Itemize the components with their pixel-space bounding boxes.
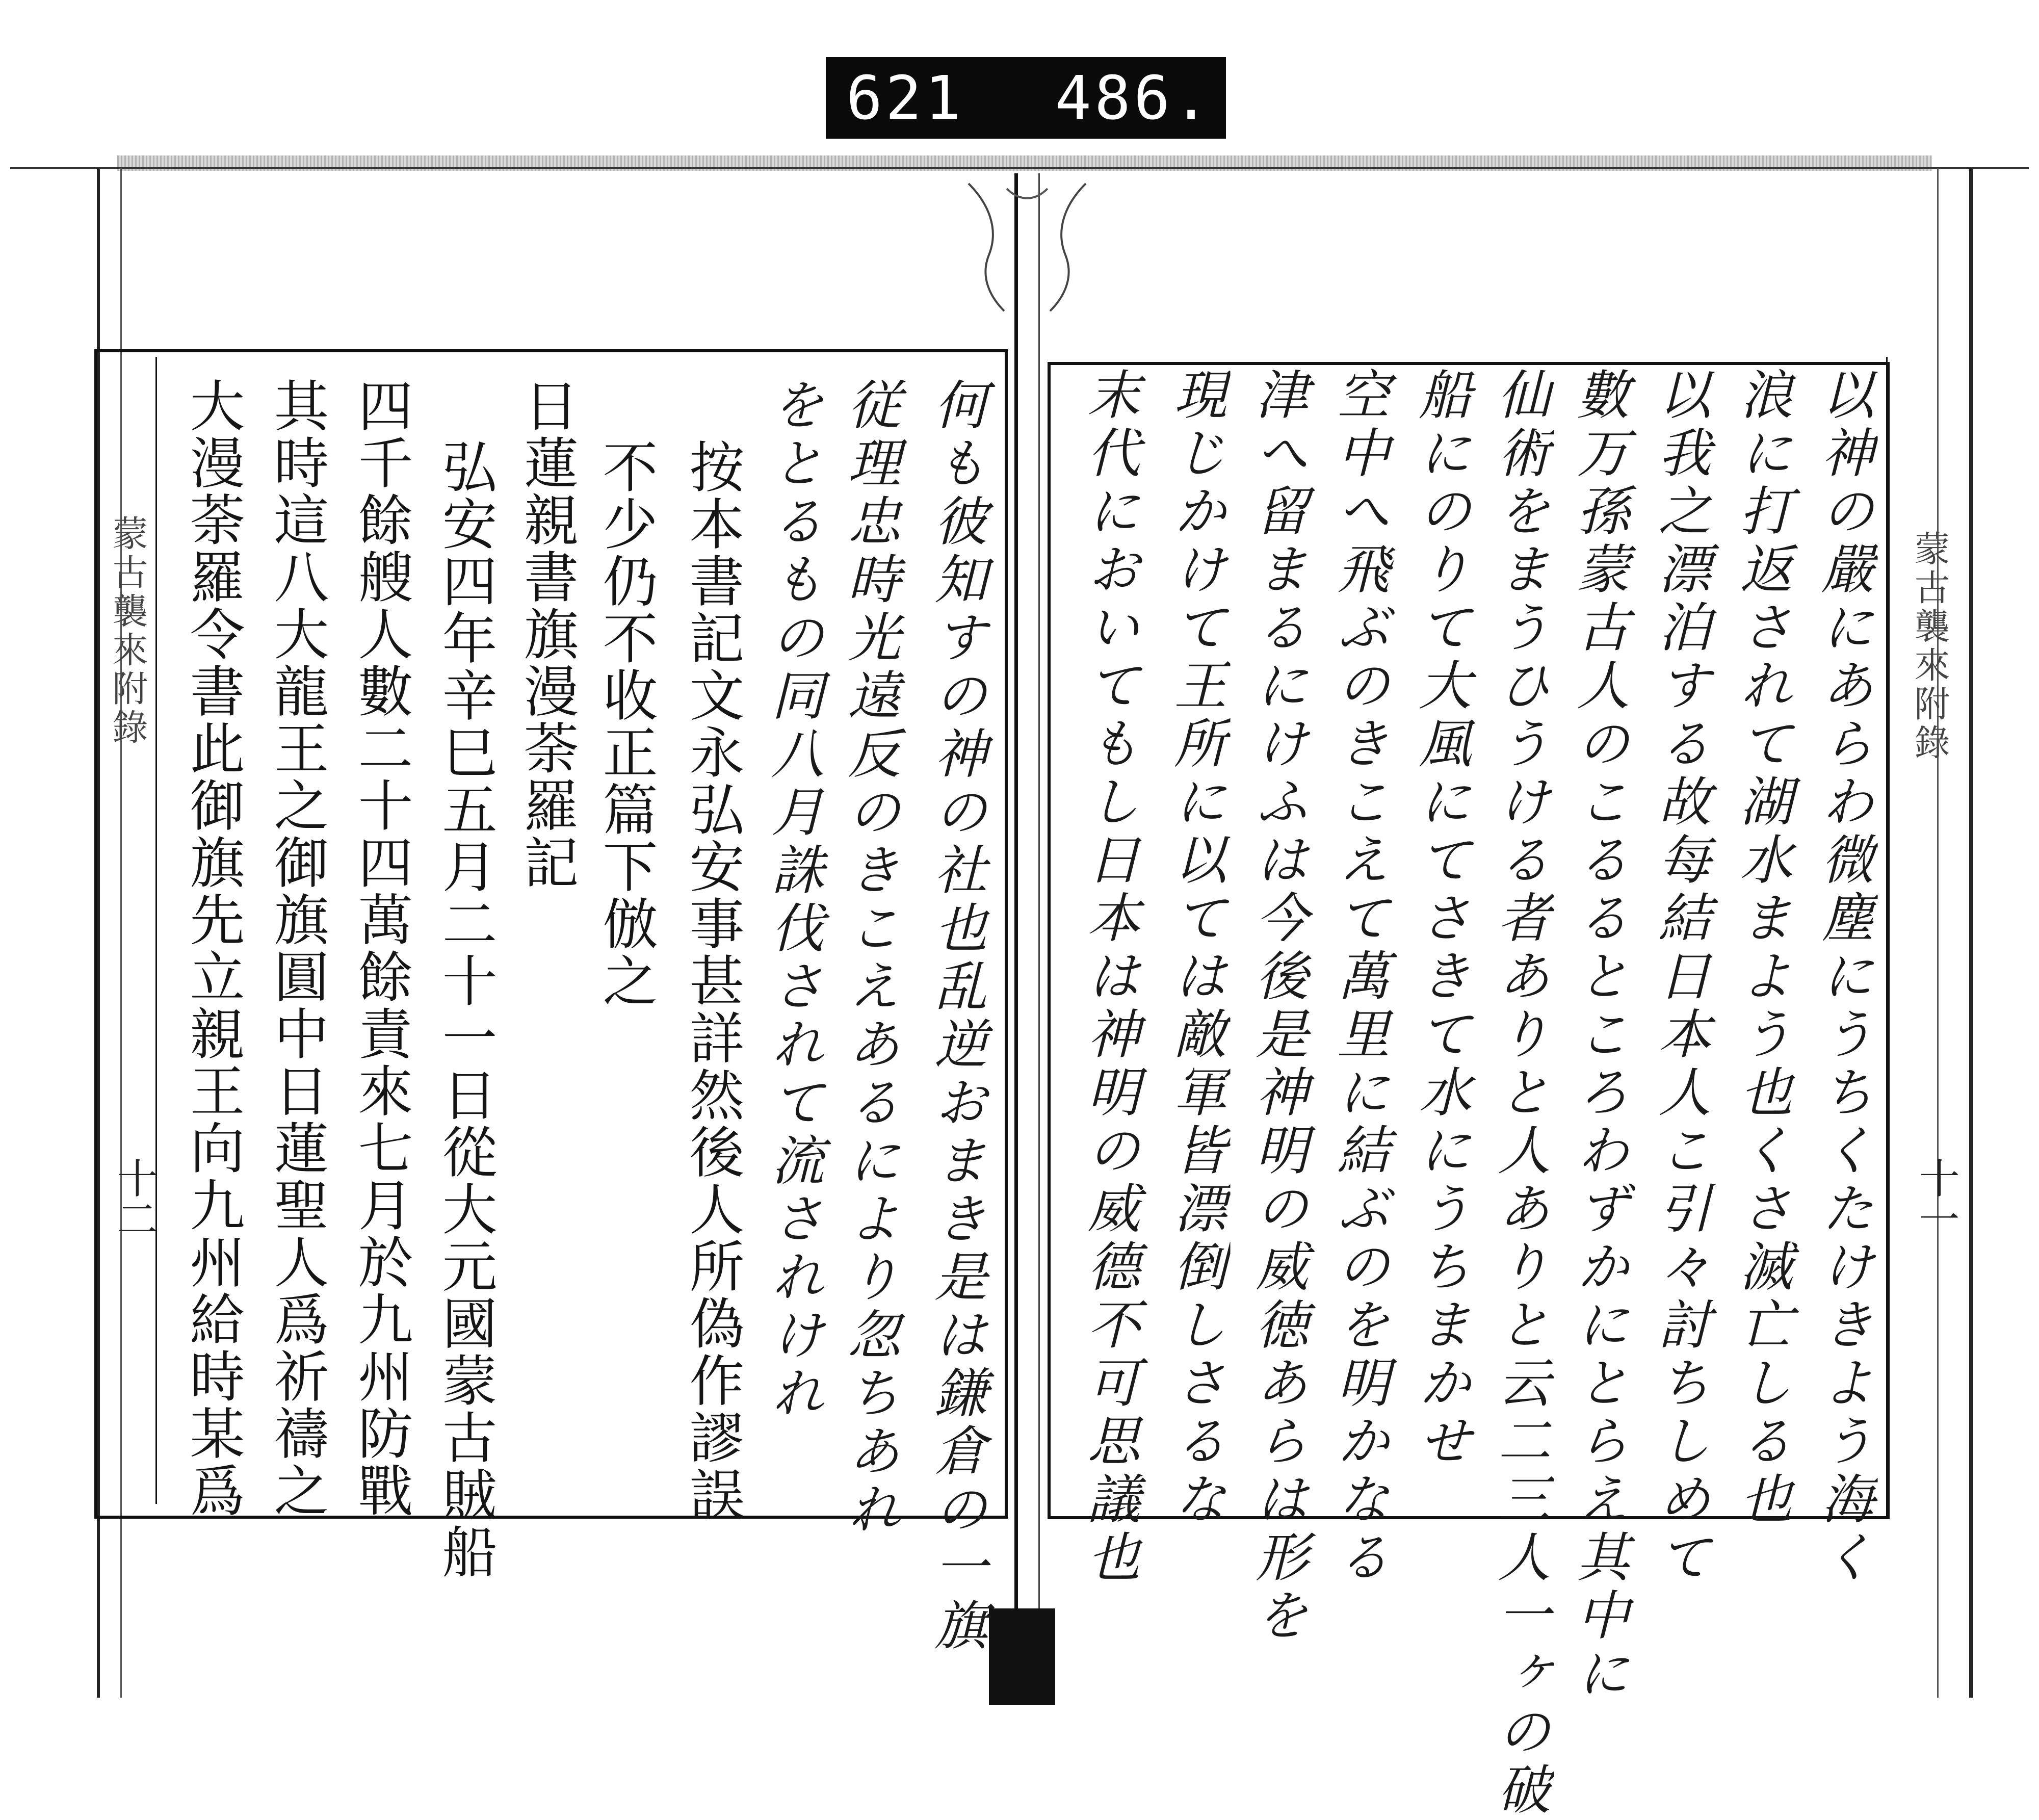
text-column: 不少仍不收正篇下倣之 — [593, 438, 657, 1009]
text-column: 以我之漂泊する故每結日本人こ引々討ちしめて — [1649, 367, 1711, 1588]
text-column: 空中へ飛ぶのきこえて萬里に結ぶのを明かなる — [1328, 367, 1390, 1588]
left-side-title: 蒙古襲來附錄 — [107, 515, 148, 747]
text-column: 數万孫蒙古人のこるるところわずかにとらえ其中に — [1567, 367, 1630, 1704]
text-column: 津へ留まるにけふは今後是神明の威徳あらは形を — [1246, 367, 1309, 1646]
text-column: 四千餘艘人數二十四萬餘責來七月於九州防戰 — [349, 377, 412, 1519]
left-folio: 十二 — [110, 1157, 158, 1239]
right-folio: 十一 — [1912, 1157, 1959, 1239]
text-column: 浪に打返されて湖水まよう也くさ滅亡しる也 — [1731, 367, 1793, 1529]
text-column: 其時這八大龍王之御旗圓中日蓮聖人爲祈禱之 — [265, 377, 328, 1519]
right-side-title: 蒙古襲來附錄 — [1909, 530, 1950, 763]
frame-number-label — [826, 57, 1226, 139]
binding-string — [958, 173, 1096, 316]
text-column: 末代においてもし日本は神明の威德不可思議也 — [1078, 367, 1140, 1588]
gutter-shadow-block — [989, 1608, 1055, 1705]
frame-number-left: 621 — [846, 63, 964, 133]
text-column: 船にのりて大風にてさきて水にうちまかせ — [1409, 367, 1472, 1471]
text-column: 日蓮親書旗漫荼羅記 — [514, 377, 578, 891]
text-column: 何も彼知すの神の社也乱逆おまき是は鎌倉の一旗 — [925, 377, 987, 1656]
text-column: 現じかけて王所に以ては敵軍皆漂倒しさるな — [1165, 367, 1227, 1529]
text-column: 弘安四年辛巳五月二十一日從大元國蒙古賊船 — [433, 438, 496, 1580]
book-gutter — [1014, 173, 1040, 1698]
text-column: 按本書記文永弘安事甚詳然後人所偽作謬誤 — [680, 438, 744, 1523]
text-column: 大漫荼羅令書此御旗先立親王向九州給時某爲 — [180, 377, 244, 1519]
text-column: 従理忠時光遠反のきこえあるにより忽ちあれ — [839, 377, 901, 1540]
frame-number-right: 486. — [1055, 63, 1213, 133]
text-column: 仙術をまうひうける者ありと人ありと云二三人一ヶの破 — [1488, 367, 1551, 1820]
left-page-inner-rule — [155, 357, 157, 1504]
text-column: をとるもの同八月誅伐されて流されけれ — [762, 377, 824, 1423]
right-page-inner-rule — [1886, 357, 1888, 1519]
text-column: 以神の嚴にあらわ微塵にうちくたけきよう海く — [1812, 367, 1874, 1588]
book-right-edge — [1937, 168, 1973, 1698]
